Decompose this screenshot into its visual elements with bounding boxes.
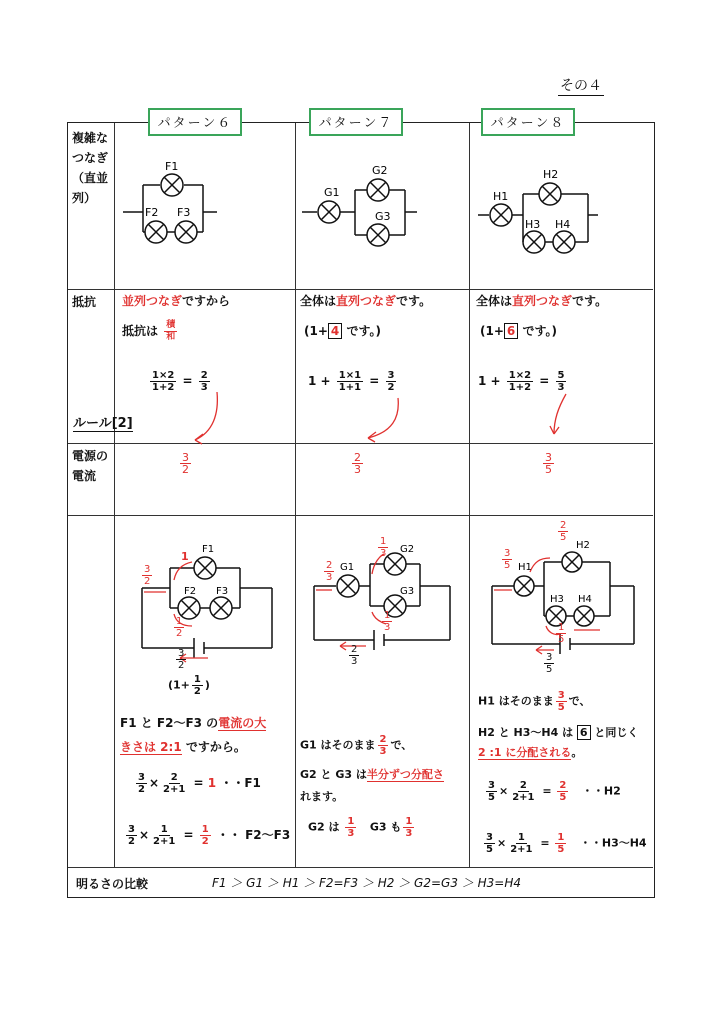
current-p8: $\frac{3}{5}$ [545,451,552,476]
lamp-label: H4 [578,594,592,605]
p6-calc-f1: $\frac{3}{2}$ × $\frac{2}{2+1}$ = 1 ・・F1 [138,772,261,795]
p6-top-current: 1 [181,550,189,563]
p6-bottom-current: $\frac{1}{2}$ [176,616,183,639]
arrow-p6 [175,388,225,450]
circuit-pattern-7 [297,160,467,260]
lamp-label: F2 [145,206,159,219]
p7-explain-line2: G2 と G3 は半分ずつ分配さ [300,768,444,781]
current-p6: $\frac{3}{2}$ [182,451,189,476]
p8-explain-line1: H1 はそのまま $\frac{3}{5}$ で、 [478,690,591,713]
rule-label: ルール[2] [73,412,133,432]
lamp-label: G1 [324,186,340,199]
resistance-p6-line1: 並列つなぎですから [122,294,231,308]
p7-battery-current: $\frac{2}{3}$ [351,644,358,667]
page-label: その４ [558,75,604,96]
resistance-p8-line1: 全体は直列つなぎです。 [476,294,608,308]
p6-battery-current: $\frac{3}{2}$ [178,648,185,671]
lamp-label: F1 [202,544,215,555]
lamp-label: H1 [518,562,532,573]
lamp-label: F3 [177,206,191,219]
col-divider [295,123,296,867]
p7-calc: G2 は $\frac{1}{3}$ G3 も $\frac{1}{3}$ [308,816,413,839]
p7-total-current: $\frac{2}{3}$ [326,560,333,583]
p8-calc-h3h4: $\frac{3}{5}$ × $\frac{1}{2+1}$ = $\frac{1}{5}$ ・・H3〜H4 [486,832,647,855]
p7-explain-line3: れます。 [300,790,344,803]
p8-battery-current: $\frac{3}{5}$ [546,652,553,675]
row-divider [68,289,653,290]
p8-explain-line2: H2 と H3〜H4 は 6 と同じく [478,726,639,739]
pattern-6-header: パターン６ [148,108,242,136]
pattern-7-header: パターン７ [309,108,403,136]
p8-calc-h2: $\frac{3}{5}$ × $\frac{2}{2+1}$ = $\frac{2}{5}$ ・・H2 [488,780,621,803]
lamp-label: G1 [340,562,355,573]
row-label-resistance: 抵抗 [72,295,97,309]
resistance-p8-line2: (1+ 6 です。) [480,324,557,338]
p6-battery-paren: (1+ $\frac{1}{2}$ ) [168,674,210,697]
p6-calc-f2f3: $\frac{3}{2}$ × $\frac{1}{2+1}$ = $\frac{1}{2}$ ・・ F2〜F3 [128,824,291,847]
lamp-label: H3 [550,594,564,605]
arrow-p8 [540,392,570,442]
lamp-label: G3 [400,586,415,597]
p6-total-current: $\frac{3}{2}$ [144,564,151,587]
lamp-label: F3 [216,586,229,597]
resistance-p6-calc: $\frac{1\times 2}{1+2}$ = $\frac{2}{3}$ [152,370,208,393]
lamp-label: H1 [493,190,509,203]
p8-bottom-current: $\frac{1}{5}$ [558,622,565,645]
lamp-label: G2 [400,544,415,555]
row-label-complex: 複雑なつなぎ（直並列） [72,131,109,205]
p8-explain-line3: 2 :1 に分配される。 [478,746,583,759]
p6-explain-line1: F1 と F2〜F3 の電流の大 [120,716,267,730]
p7-bottom-current: $\frac{1}{3}$ [384,610,391,633]
circuit-pattern-6 [115,160,293,260]
p8-total-current: $\frac{3}{5}$ [504,548,511,571]
row-divider [68,515,653,516]
lamp-label: H3 [525,218,541,231]
col-divider [469,123,470,867]
seki-wa-fraction: $\frac{\text{積}}{\text{和}}$ [166,320,176,342]
p6-explain-line2: きさは 2:1 ですから。 [120,740,246,754]
lamp-label: H2 [576,540,590,551]
current-diagram-p6 [122,540,292,690]
resistance-p6-line2: 抵抗は $\frac{\text{積}}{\text{和}}$ [122,320,176,342]
circuit-pattern-8 [473,160,653,260]
resistance-p8-calc: 1 + $\frac{1\times 2}{1+2}$ = $\frac{5}{3}$ [478,370,565,393]
row-label-brightness: 明るさの比較 [76,877,149,891]
lamp-label: F2 [184,586,197,597]
p7-explain-line1: G1 はそのまま $\frac{2}{3}$ で、 [300,734,413,757]
resistance-p7-line2: (1+ 4 です。) [304,324,381,338]
lamp-label: G2 [372,164,388,177]
resistance-p7-line1: 全体は直列つなぎです。 [300,294,432,308]
pattern-8-header: パターン８ [481,108,575,136]
p8-top-current: $\frac{2}{5}$ [560,520,567,543]
lamp-label: F1 [165,160,179,173]
lamp-label: H2 [543,168,559,181]
arrow-p7 [358,396,408,446]
p7-top-current: $\frac{1}{3}$ [380,536,387,559]
brightness-result: F1 ＞ G1 ＞ H1 ＞ F2=F3 ＞ H2 ＞ G2=G3 ＞ H3=H4 [212,876,521,890]
row-divider [68,867,653,868]
resistance-p7-calc: 1 + $\frac{1\times 1}{1+1}$ = $\frac{3}{2}$ [308,370,395,393]
current-p7: $\frac{2}{3}$ [354,451,361,476]
row-label-current: 電源の電流 [72,449,109,483]
lamp-label: H4 [555,218,571,231]
lamp-label: G3 [375,210,391,223]
